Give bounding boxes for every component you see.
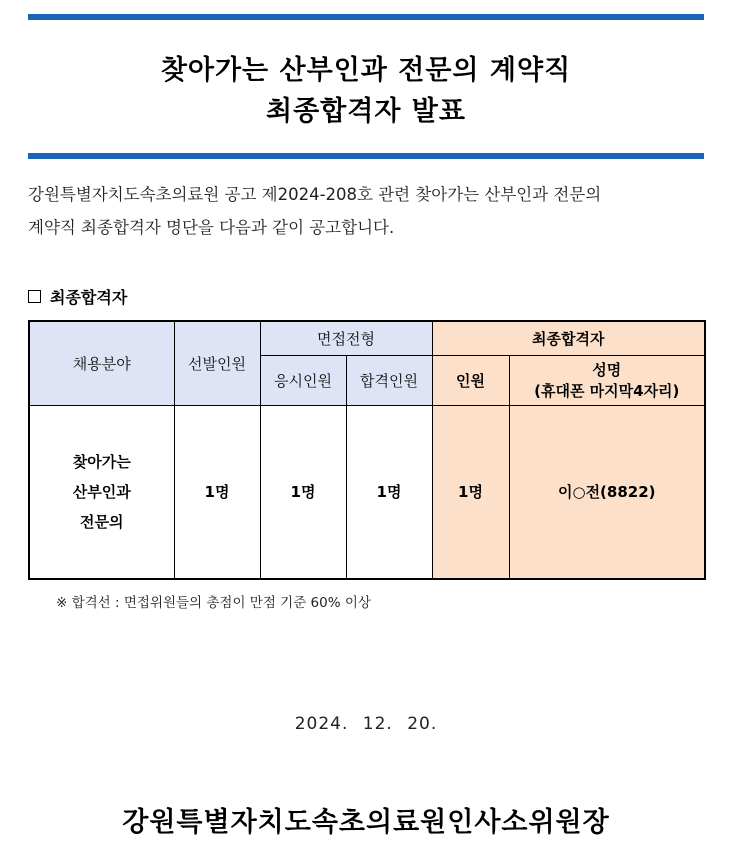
cell-name: 이○전(8822) (509, 405, 705, 579)
cell-field-line1: 찾아가는 (72, 452, 131, 471)
section-heading-label: 최종합격자 (50, 288, 128, 307)
cell-field (29, 405, 174, 579)
header-final: 최종합격자 (432, 321, 705, 355)
header-applicants: 응시인원 (260, 355, 346, 405)
header-name-line1: 성명 (592, 361, 622, 379)
passing-criteria-note: ※ 합격선 : 면접위원들의 총점이 만점 기준 60% 이상 (56, 595, 371, 611)
table-row (29, 405, 705, 579)
checkbox-square-icon (28, 290, 41, 303)
intro-paragraph (28, 178, 708, 244)
header-name-line2: (휴대폰 마지막4자리) (534, 382, 680, 400)
page-title-line2: 최종합격자 발표 (266, 96, 466, 127)
header-selected: 선발인원 (174, 321, 260, 405)
cell-applicants: 1명 (260, 405, 346, 579)
cell-passed: 1명 (346, 405, 432, 579)
top-rule (28, 14, 704, 20)
bottom-rule (28, 153, 704, 159)
cell-field-line3: 전문의 (80, 512, 124, 531)
header-field: 채용분야 (29, 321, 174, 405)
header-passed: 합격인원 (346, 355, 432, 405)
cell-field-line2: 산부인과 (72, 482, 131, 501)
cell-selected: 1명 (174, 405, 260, 579)
section-heading (28, 285, 127, 308)
announcement-date: 2024. 12. 20. (294, 714, 438, 734)
header-final-count: 인원 (432, 355, 509, 405)
intro-line1: 강원특별자치도속초의료원 공고 제2024-208호 관련 찾아가는 산부인과 전문의 (28, 185, 602, 204)
header-name (509, 355, 705, 405)
signer-title: 강원특별자치도속초의료원인사소위원장 (122, 807, 610, 838)
intro-line2: 계약직 최종합격자 명단을 다음과 같이 공고합니다. (28, 218, 395, 237)
cell-final-count: 1명 (432, 405, 509, 579)
header-interview: 면접전형 (260, 321, 432, 355)
results-table (28, 320, 706, 580)
page-title-line1: 찾아가는 산부인과 전문의 계약직 (160, 55, 572, 86)
